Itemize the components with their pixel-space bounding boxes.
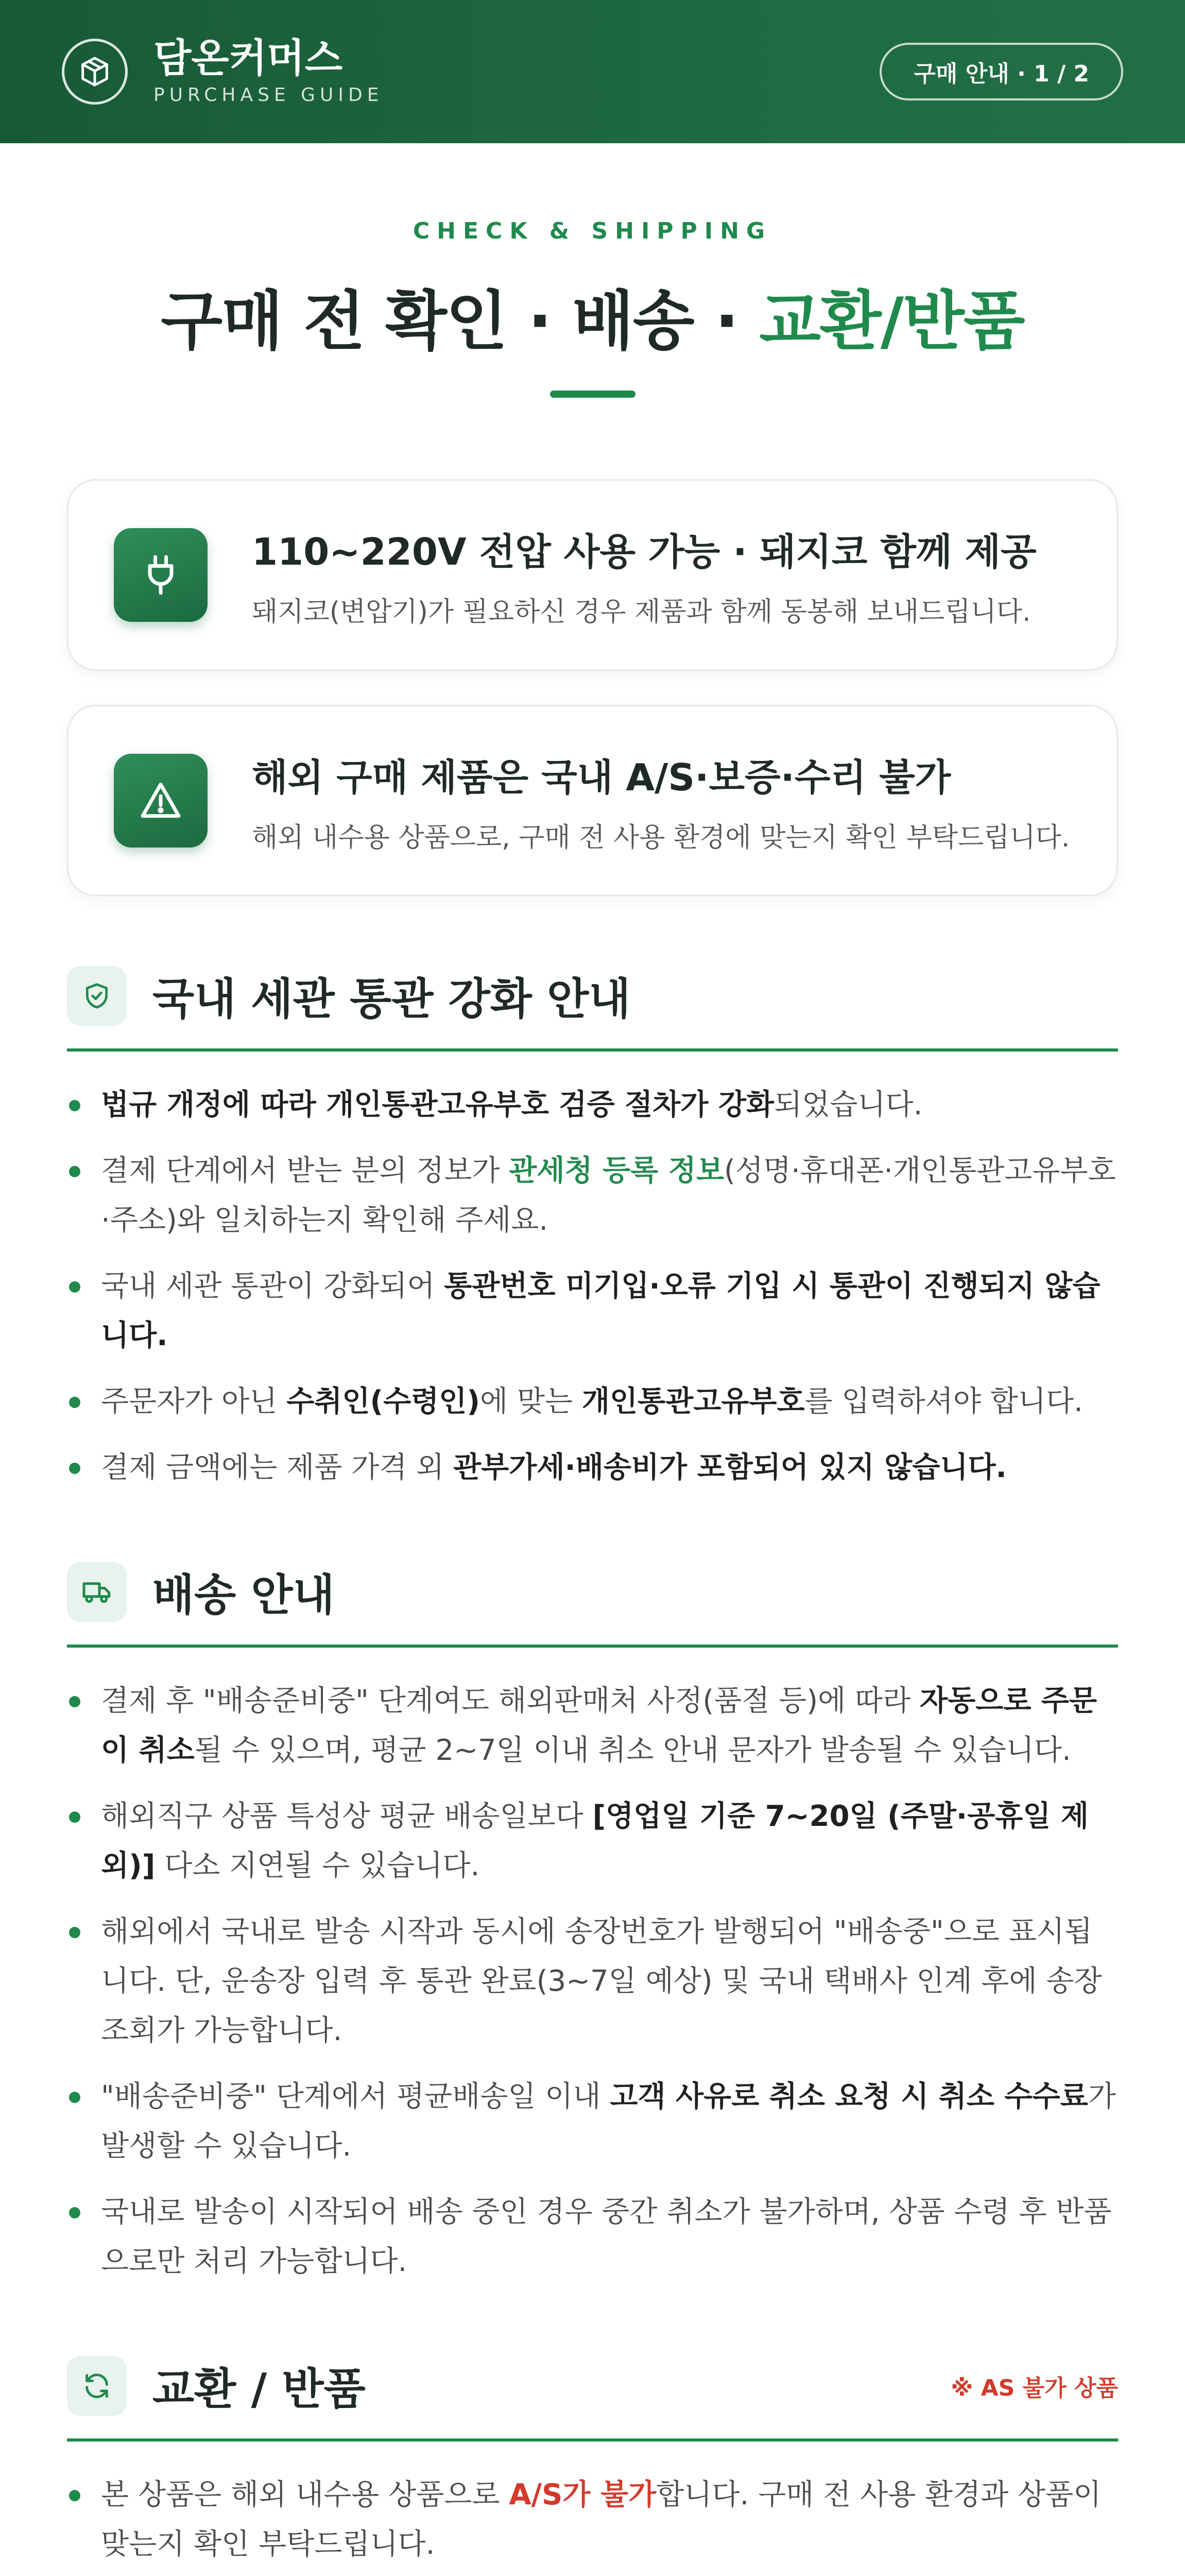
- customs-section: [67, 964, 1118, 1493]
- notice-desc: 돼지코(변압기)가 필요하신 경우 제품과 함께 동봉해 보내드립니다.: [252, 596, 1031, 628]
- list-item: 주문자가 아닌 수취인(수령인)에 맞는 개인통관고유부호를 입력하셔야 합니다.: [67, 1377, 1118, 1427]
- list-item: 국내로 발송이 시작되어 배송 중인 경우 중간 취소가 불가하며, 상품 수령 후 반품으로만 처리 가능합니다.: [67, 2188, 1118, 2286]
- hero: [0, 143, 1185, 398]
- shield-check-icon: [67, 966, 127, 1026]
- as-badge: ※ AS 불가 상품: [951, 2375, 1118, 2401]
- list-item: 법규 개정에 따라 개인통관고유부호 검증 절차가 강화되었습니다.: [67, 1080, 1118, 1130]
- header: [0, 0, 1185, 143]
- title-underline: [550, 391, 636, 398]
- section-title: 교환 / 반품: [152, 2364, 366, 2414]
- brand-subtitle: PURCHASE GUIDE: [153, 84, 384, 106]
- warning-icon: [114, 754, 208, 848]
- plug-icon: [114, 528, 208, 622]
- customs-list: [67, 1080, 1118, 1493]
- list-item: "배송준비중" 단계에서 평균배송일 이내 고객 사유로 취소 요청 시 취소 수수료가 발생할 수 있습니다.: [67, 2072, 1118, 2171]
- shipping-section: [67, 1561, 1118, 2286]
- exchange-list: [67, 2470, 1118, 2576]
- page-indicator: 구매 안내 · 1 / 2: [880, 43, 1123, 100]
- notice-title: 해외 구매 제품은 국내 A/S·보증·수리 불가: [252, 755, 951, 799]
- list-item: 결제 단계에서 받는 분의 정보가 관세청 등록 정보(성명·휴대폰·개인통관고유부호·주소)와 일치하는지 확인해 주세요.: [67, 1146, 1118, 1245]
- brand-name: 담온커머스: [153, 35, 343, 81]
- list-item: 해외직구 상품 특성상 평균 배송일보다 [영업일 기준 7~20일 (주말·공휴일 제외)] 다소 지연될 수 있습니다.: [67, 1792, 1118, 1891]
- list-item: 해외에서 국내로 발송 시작과 동시에 송장번호가 발행되어 "배송중"으로 표시됩니다. 단, 운송장 입력 후 통관 완료(3~7일 예상) 및 국내 택배사 인계 후에 송장 조회가 가능합니다.: [67, 1907, 1118, 2056]
- truck-icon: [67, 1562, 127, 1622]
- eyebrow: CHECK & SHIPPING: [413, 218, 772, 244]
- list-item: 결제 금액에는 제품 가격 외 관부가세·배송비가 포함되어 있지 않습니다.: [67, 1443, 1118, 1493]
- list-item: 본 상품은 해외 내수용 상품으로 A/S가 불가합니다. 구매 전 사용 환경과 상품이 맞는지 확인 부탁드립니다.: [67, 2470, 1118, 2569]
- brand: [62, 35, 384, 106]
- section-header: [67, 964, 1118, 1052]
- box-icon: [62, 39, 128, 105]
- notice-desc: 해외 내수용 상품으로, 구매 전 사용 환경에 맞는지 확인 부탁드립니다.: [252, 822, 1070, 853]
- list-item: 국내 세관 통관이 강화되어 통관번호 미기입·오류 기입 시 통관이 진행되지 않습니다.: [67, 1262, 1118, 1361]
- list-item: 결제 후 "배송준비중" 단계여도 해외판매처 사정(품절 등)에 따라 자동으로 주문이 취소될 수 있으며, 평균 2~7일 이내 취소 안내 문자가 발송될 수 있습니다.: [67, 1676, 1118, 1775]
- notice-card-as: [67, 705, 1118, 896]
- notice-title: 110~220V 전압 사용 가능 · 돼지코 함께 제공: [252, 530, 1037, 573]
- section-header: [67, 2354, 1118, 2442]
- page-title: [0, 270, 1185, 362]
- notice-card-voltage: [67, 479, 1118, 671]
- section-header: [67, 1561, 1118, 1648]
- page-title-main: 구매 전 확인 · 배송 ·: [161, 284, 760, 359]
- section-title: 국내 세관 통관 강화 안내: [152, 974, 631, 1024]
- exchange-section: [67, 2354, 1118, 2576]
- page-title-accent: 교환/반품: [759, 284, 1024, 359]
- shipping-list: [67, 1676, 1118, 2286]
- section-title: 배송 안내: [152, 1570, 335, 1620]
- refresh-icon: [67, 2356, 127, 2416]
